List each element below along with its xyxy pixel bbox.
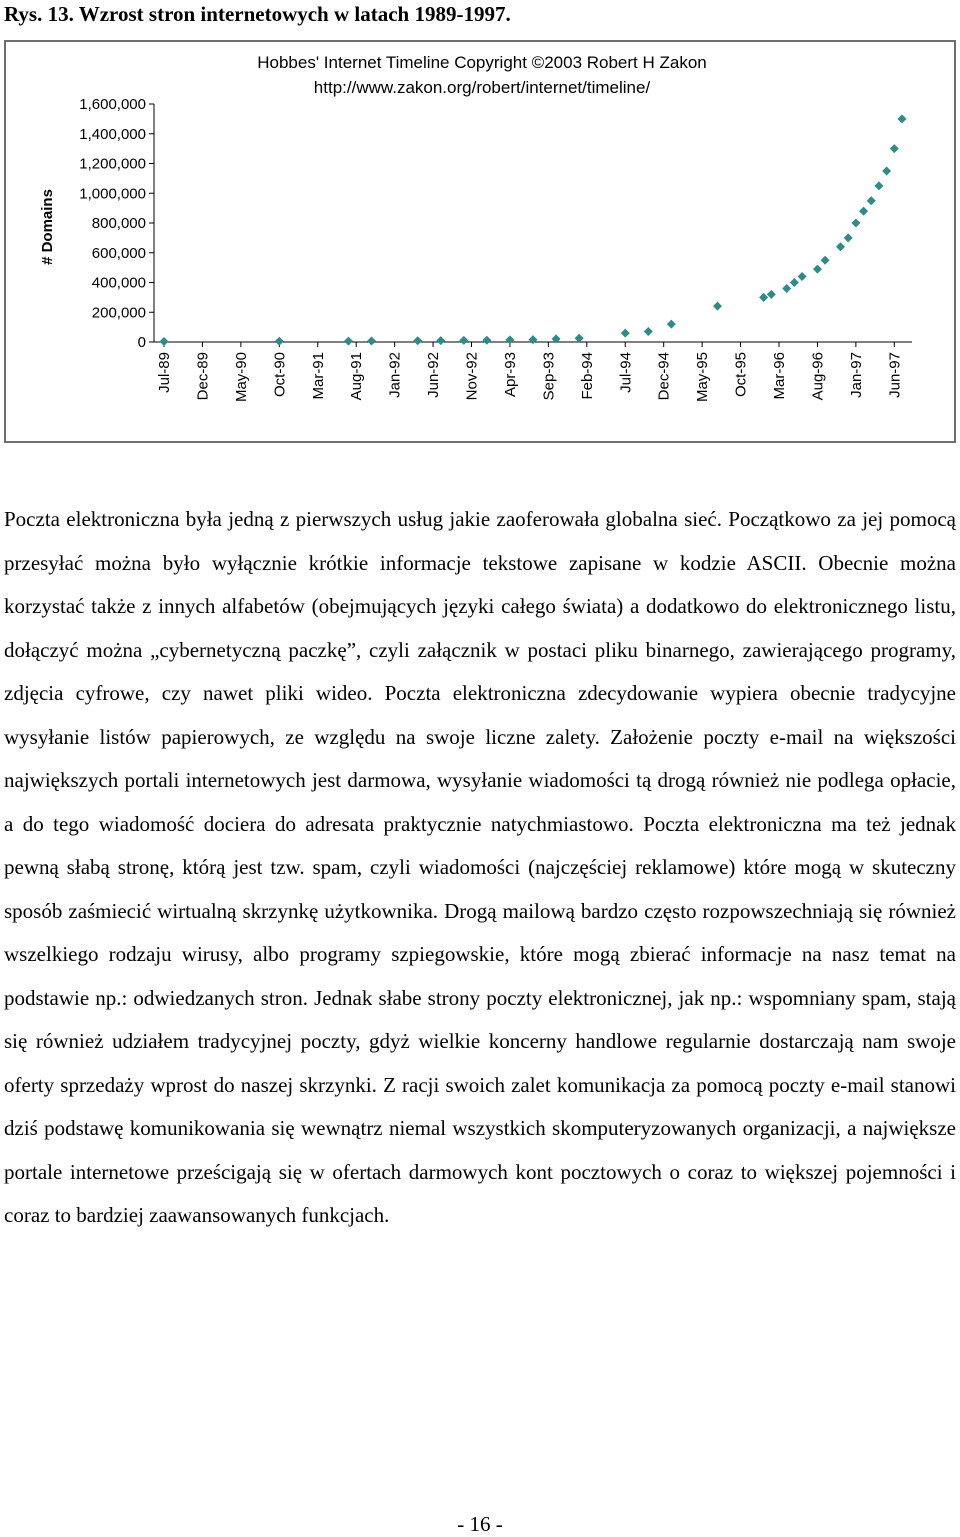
data-point [344, 337, 353, 346]
data-point [644, 327, 653, 336]
y-tick-label: 400,000 [91, 274, 146, 292]
data-point [898, 114, 907, 123]
page-number: - 16 - [457, 1512, 503, 1536]
data-point [867, 196, 876, 205]
x-tick-label: Mar-96 [771, 352, 788, 400]
figure-caption: Rys. 13. Wzrost stron internetowych w latach 1989-1997. [4, 2, 511, 26]
body-paragraph: Poczta elektroniczna była jedną z pierwszych usług jakie zaoferowała globalna sieć. Początkowo za jej pomocą przesyłać można było wyłącznie krótkie informacje tekstowe zapisane w kodzie ASCII. Obecnie można korzystać także z innych alfabetów (obejmujących języki całego świata) a dodatkowo do elektronicznego listu, dołączyć można „cybernetyczną paczkę”, czyli załącznik w postaci pliku binarnego, zawierającego programy, zdjęcia cyfrowe, czy nawet pliki wideo. Poczta elektroniczna zdecydowanie wypiera obecnie tradycyjne wysyłanie listów papierowych, ze względu na swoje liczne zalety. Założenie poczty e-mail na większości największych portali internetowych jest darmowa, wysyłanie wiadomości tą drogą również nie podlega opłacie, a do tego wiadomość dociera do adresata praktycznie natychmiastowo. Poczta elektroniczna ma też jednak pewną słabą stronę, którą jest tzw. spam, czyli wiadomości (najczęściej reklamowe) które mogą w skuteczny sposób zaśmiecić wirtualną skrzynkę użytkownika. Drogą mailową bardzo często rozpowszechniają się również wszelkiego rodzaju wirusy, albo programy szpiegowskie, które mogą zbierać informacje na nasz temat na podstawie np.: odwiedzanych stron. Jednak słabe strony poczty elektronicznej, jak np.: wspomniany spam, stają się również udziałem tradycyjnej poczty, gdyż wielkie koncerny handlowe regularnie dostarczają nam swoje oferty sprzedaży wprost do naszej skrzynki. Z racji swoich zalet komunikacja za pomocą poczty e-mail stanowi dziś podstawę komunikowania się wewnątrz niemal wszystkich skomputeryzowanych organizacji, a największe portale internetowe prześcigają się w ofertach darmowych kont pocztowych o coraz to większej pojemności i coraz to bardziej zaawansowanych funkcjach. [4, 507, 956, 1227]
x-tick-label: Jul-89 [156, 352, 173, 393]
data-point [713, 302, 722, 311]
y-axis-label: # Domains [39, 189, 56, 265]
x-tick-label: Jun-92 [425, 352, 443, 398]
y-tick-label: 200,000 [91, 304, 146, 322]
data-point [367, 336, 376, 345]
data-point [844, 233, 853, 242]
y-tick-label: 1,200,000 [79, 155, 146, 173]
x-tick-label: Aug-91 [348, 352, 366, 401]
x-tick-label: Nov-92 [463, 352, 481, 401]
y-tick-label: 1,000,000 [79, 185, 146, 203]
data-point [667, 320, 676, 329]
data-point [859, 207, 868, 216]
data-point [836, 242, 845, 251]
data-point [782, 284, 791, 293]
data-point [882, 166, 891, 175]
x-tick-label: Jan-97 [847, 352, 865, 398]
domains-chart [4, 40, 956, 443]
x-tick-label: Feb-94 [578, 352, 596, 400]
x-tick-label: Jan-92 [386, 352, 404, 398]
x-tick-label: Dec-89 [194, 352, 212, 401]
data-point [436, 336, 445, 345]
x-tick-label: Sep-93 [540, 352, 558, 401]
y-tick-label: 600,000 [91, 244, 146, 262]
y-tick-label: 1,600,000 [79, 96, 146, 113]
data-point [459, 336, 468, 345]
x-tick-label: Oct-90 [271, 352, 289, 398]
x-tick-label: May-95 [694, 352, 712, 403]
data-point [813, 265, 822, 274]
data-point [798, 272, 807, 281]
x-tick-label: Jun-97 [886, 352, 904, 398]
data-point [890, 144, 899, 153]
x-tick-label: Oct-95 [732, 352, 750, 398]
chart-title: Hobbes' Internet Timeline Copyright ©2003 Robert H Zakon [257, 53, 707, 72]
x-tick-label: Aug-96 [809, 352, 827, 401]
data-point [505, 335, 514, 344]
x-tick-label: Apr-93 [501, 352, 519, 398]
x-tick-label: May-90 [232, 352, 250, 403]
x-tick-label: Jul-94 [617, 352, 635, 393]
data-point [575, 334, 584, 343]
data-point [160, 337, 169, 346]
data-point [821, 256, 830, 265]
data-point [851, 219, 860, 228]
chart-subtitle: http://www.zakon.org/robert/internet/timeline/ [313, 78, 651, 97]
y-tick-label: 800,000 [91, 215, 146, 232]
y-tick-label: 1,400,000 [79, 125, 146, 143]
y-tick-label: 0 [137, 334, 146, 351]
data-point [790, 278, 799, 287]
data-point [874, 181, 883, 190]
data-point [275, 337, 284, 346]
x-tick-label: Dec-94 [655, 352, 673, 401]
x-tick-label: Mar-91 [309, 352, 327, 400]
data-point [759, 293, 768, 302]
domains-chart-svg [6, 42, 954, 441]
data-point [621, 329, 630, 338]
data-point [413, 336, 422, 345]
body-text [4, 498, 956, 1238]
data-point [767, 290, 776, 299]
data-point [529, 335, 538, 344]
data-point [482, 336, 491, 345]
